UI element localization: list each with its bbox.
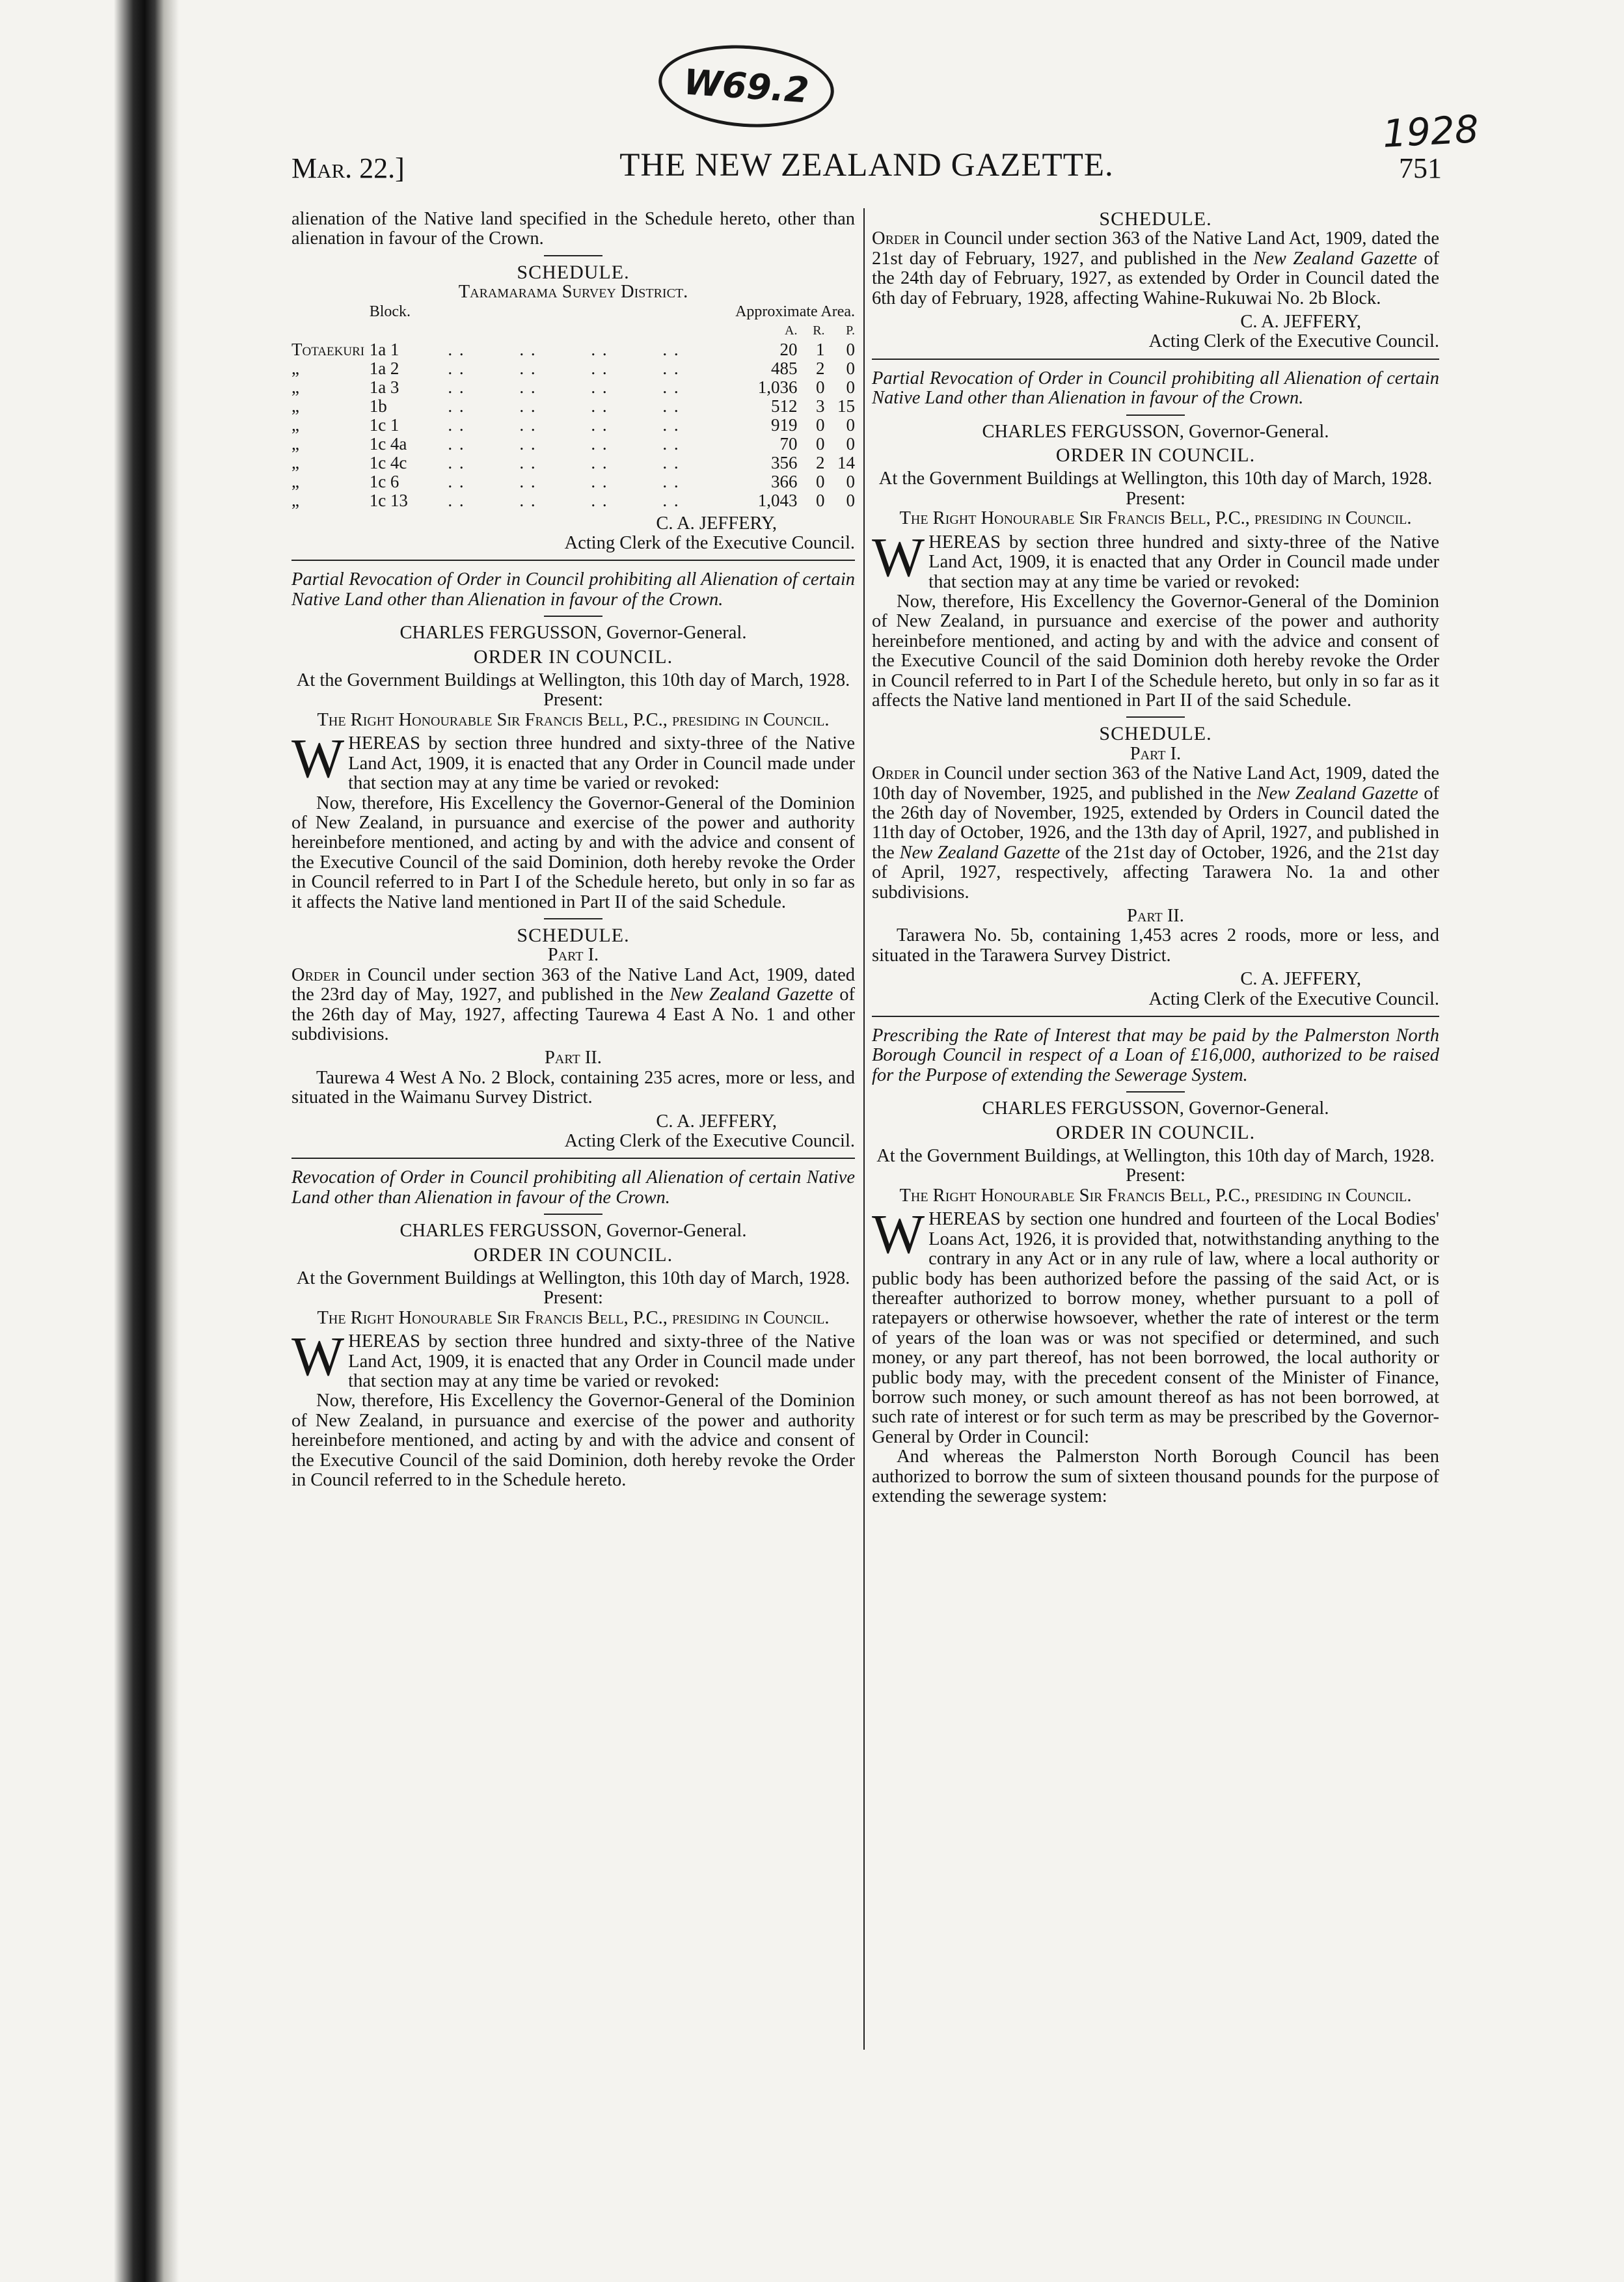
leader-dot-group: . . bbox=[448, 358, 465, 378]
unit-acres: A. bbox=[785, 323, 798, 338]
leader-dot-group: . . bbox=[591, 339, 608, 359]
leader-dots bbox=[422, 340, 734, 359]
order-place: At the Government Buildings at Wellington, this 10th day of March, 1928. bbox=[296, 1268, 850, 1289]
leader-dots bbox=[422, 454, 734, 472]
issue-date: Mar. 22.] bbox=[291, 152, 405, 184]
place-cell: „ bbox=[291, 433, 299, 454]
leader-dot-group: . . bbox=[519, 471, 537, 491]
roods-cell: 0 bbox=[816, 433, 825, 454]
whereas-second-paragraph: And whereas the Palmerston North Borough Council has been authorized to borrow the sum of sixteen thousand pounds for the purpose of extending the sewerage system: bbox=[872, 1447, 1439, 1506]
part-two-text: Tarawera No. 5b, containing 1,453 acres 2 roods, more or less, and situated in the Tarawera Survey District. bbox=[872, 925, 1439, 966]
order-caption: Partial Revocation of Order in Council prohibiting all Alienation of certain Native Land other than Alienation in favour of the Crown. bbox=[291, 569, 855, 610]
table-row bbox=[291, 472, 855, 491]
leader-dot-group: . . bbox=[519, 490, 537, 510]
block-cell: 1c 1 bbox=[369, 414, 399, 435]
leader-dot-group: . . bbox=[591, 358, 608, 378]
roods-cell: 0 bbox=[816, 490, 825, 510]
acres-cell: 919 bbox=[770, 414, 798, 435]
perches-cell: 0 bbox=[846, 339, 855, 359]
acres-cell: 70 bbox=[779, 433, 798, 454]
leader-dots bbox=[422, 491, 734, 510]
whereas-paragraph: WHEREAS by section three hundred and sixty-three of the Native Land Act, 1909, it is enacted that any Order in Council made under that section may at any time be varied or revoked: bbox=[291, 727, 855, 794]
place-cell: „ bbox=[291, 396, 299, 416]
leader-dot-group: . . bbox=[448, 490, 465, 510]
gazette-title: THE NEW ZEALAND GAZETTE. bbox=[619, 147, 1114, 183]
operative-paragraph: Now, therefore, His Excellency the Governor-General of the Dominion of New Zealand, in pursuance and exercise of the power and authority hereinbefore mentioned, and acting by and with the advice and consent of the Executive Council of the said Dominion doth hereby revoke the Order in Council referred to in Part I of the Schedule hereto, but only in so far as it affects the Native land mentioned in Part II of the said Schedule. bbox=[872, 591, 1439, 711]
perches-cell: 0 bbox=[846, 414, 855, 435]
schedule-heading: SCHEDULE. bbox=[517, 261, 630, 283]
operative-paragraph: Now, therefore, His Excellency the Governor-General of the Dominion of New Zealand, in pursuance and exercise of the power and authority hereinbefore mentioned, and acting by and with the advice and consent of the Executive Council of the said Dominion, doth hereby revoke the Order in Council referred to in the Schedule hereto. bbox=[291, 1391, 855, 1491]
table-row bbox=[291, 359, 855, 378]
part-two-heading: Part II. bbox=[545, 1048, 602, 1068]
leader-dot-group: . . bbox=[662, 471, 680, 491]
leader-dot-group: . . bbox=[662, 414, 680, 435]
block-cell: 1b bbox=[369, 396, 387, 416]
signer-role: Acting Clerk of the Executive Council. bbox=[1148, 988, 1439, 1009]
roods-cell: 3 bbox=[816, 396, 825, 416]
acres-cell: 366 bbox=[770, 471, 798, 491]
leader-dot-group: . . bbox=[591, 471, 608, 491]
perches-cell: 0 bbox=[846, 358, 855, 378]
leader-dot-group: . . bbox=[448, 471, 465, 491]
leader-dot-group: . . bbox=[448, 433, 465, 454]
leader-dot-group: . . bbox=[591, 433, 608, 454]
leader-dot-group: . . bbox=[519, 358, 537, 378]
schedule-text: Order in Council under section 363 of the Native Land Act, 1909, dated the 21st day of February, 1927, and published in the New Zealand Gazette of the 24th day of February, 1927, as extended by Order in Council dated the 6th day of February, 1928, affecting Wahine-Rukuwai No. 2b Block. bbox=[872, 228, 1439, 308]
part-one-text: Order in Council under section 363 of the Native Land Act, 1909, dated the 23rd day of May, 1927, and published in the New Zealand Gazette of the 26th day of May, 1927, affecting Taurewa 4 East A No. 1 and other subdivisions. bbox=[291, 964, 855, 1044]
place-cell: „ bbox=[291, 358, 299, 378]
part-one-heading: Part I. bbox=[547, 945, 599, 966]
drop-cap: W bbox=[291, 1325, 345, 1388]
perches-cell: 0 bbox=[846, 490, 855, 510]
order-partial-revocation-taurewa bbox=[291, 570, 855, 1151]
acres-cell: 1,043 bbox=[757, 490, 798, 510]
schedule-heading: SCHEDULE. bbox=[517, 924, 630, 946]
part-one-text: Order in Council under section 363 of the Native Land Act, 1909, dated the 10th day of November, 1925, and published in the New Zealand Gazette of the 26th day of November, 1925, extended by Orders in Council dated the 11th day of October, 1926, and the 13th day of April, 1927, and published in the New Zealand Gazette of the 21st day of October, 1926, and the 21st day of April, 1927, respectively, affecting Tarawera No. 1a and other subdivisions. bbox=[872, 763, 1440, 903]
drop-cap: W bbox=[872, 525, 925, 588]
left-column bbox=[291, 210, 855, 1491]
schedule-heading: SCHEDULE. bbox=[1099, 723, 1212, 745]
place-cell: „ bbox=[291, 452, 299, 472]
order-heading: ORDER IN COUNCIL. bbox=[473, 1243, 673, 1266]
signer-name: C. A. JEFFERY, bbox=[656, 513, 777, 534]
table-row bbox=[291, 454, 855, 472]
table-row bbox=[291, 416, 855, 435]
order-caption: Partial Revocation of Order in Council prohibiting all Alienation of certain Native Land other than Alienation in favour of the Crown. bbox=[872, 368, 1439, 409]
gazette-header bbox=[291, 146, 1442, 192]
leader-dot-group: . . bbox=[662, 396, 680, 416]
leader-dot-group: . . bbox=[662, 377, 680, 397]
roods-cell: 0 bbox=[816, 471, 825, 491]
governor-line: CHARLES FERGUSSON, Governor-General. bbox=[399, 1221, 747, 1242]
order-heading: ORDER IN COUNCIL. bbox=[1055, 1121, 1256, 1143]
table-row bbox=[291, 435, 855, 454]
leader-dot-group: . . bbox=[591, 377, 608, 397]
block-rows bbox=[291, 340, 855, 510]
present-label: Present: bbox=[543, 690, 603, 711]
order-heading: ORDER IN COUNCIL. bbox=[1055, 444, 1256, 467]
signer-role: Acting Clerk of the Executive Council. bbox=[564, 533, 855, 554]
governor-line: CHARLES FERGUSSON, Governor-General. bbox=[399, 623, 747, 644]
whereas-paragraph: WHEREAS by section one hundred and fourteen of the Local Bodies' Loans Act, 1926, it is provided that, notwithstanding anything to the contrary in any Act or in any rule of law, where a local authority or public body has been authorized before the passing of the said Act, or is thereafter authorized to borrow money, whether pursuant to a poll of ratepayers or otherwise howsoever, whether the rate of interest or the term of years of the loan was or was not specified or determined, and such money, or any part thereof, has not been borrowed, the local authority or public body may, with the precedent consent of the Minister of Finance, borrow such money, or such amount thereof as has not been borrowed, at such rate of interest or for such term as may be prescribed by the Governor-General by Order in Council: bbox=[872, 1202, 1439, 1447]
handwritten-year-note: 1928 bbox=[1381, 107, 1480, 156]
roods-cell: 1 bbox=[816, 339, 825, 359]
roods-cell: 0 bbox=[816, 377, 825, 397]
schedule-totaekuri bbox=[291, 263, 855, 554]
leader-dot-group: . . bbox=[448, 452, 465, 472]
leader-dots bbox=[422, 435, 734, 454]
order-caption: Revocation of Order in Council prohibiting all Alienation of certain Native Land other than Alienation in favour of the Crown. bbox=[291, 1167, 855, 1208]
block-cell: 1a 1 bbox=[369, 339, 399, 359]
place-cell: Totaekuri bbox=[291, 339, 365, 359]
part-two-text: Taurewa 4 West A No. 2 Block, containing 235 acres, more or less, and situated in the Waimanu Survey District. bbox=[291, 1067, 855, 1108]
leader-dot-group: . . bbox=[591, 452, 608, 472]
order-interest-rate-palmerston bbox=[872, 1026, 1439, 1506]
section-rule bbox=[872, 1016, 1439, 1017]
perches-cell: 14 bbox=[837, 452, 855, 472]
order-partial-revocation-tarawera bbox=[872, 369, 1439, 1009]
leader-dot-group: . . bbox=[519, 414, 537, 435]
right-column bbox=[872, 210, 1439, 1506]
section-rule bbox=[291, 560, 855, 561]
page-binding-edge bbox=[0, 0, 189, 2282]
block-cell: 1a 3 bbox=[369, 377, 399, 397]
order-revocation bbox=[291, 1168, 855, 1490]
operative-paragraph: Now, therefore, His Excellency the Governor-General of the Dominion of New Zealand, in pursuance and exercise of the power and authority hereinbefore mentioned, and acting by and with the advice and consent of the Executive Council of the said Dominion, doth hereby revoke the Order in Council referred to in Part I of the Schedule hereto, but only in so far as it affects the Native land mentioned in Part II of the said Schedule. bbox=[291, 793, 855, 912]
schedule-heading: SCHEDULE. bbox=[1099, 208, 1212, 230]
whereas-paragraph: WHEREAS by section three hundred and sixty-three of the Native Land Act, 1909, it is enacted that any Order in Council made under that section may at any time be varied or revoked: bbox=[291, 1325, 855, 1392]
place-cell: „ bbox=[291, 490, 299, 510]
separator bbox=[1126, 414, 1185, 416]
schedule-wahine-rukuwai bbox=[872, 210, 1439, 352]
leader-dot-group: . . bbox=[519, 396, 537, 416]
roods-cell: 2 bbox=[816, 358, 825, 378]
block-area-table bbox=[291, 303, 855, 510]
leader-dots bbox=[422, 378, 734, 397]
signer-role: Acting Clerk of the Executive Council. bbox=[564, 1131, 855, 1151]
leader-dot-group: . . bbox=[519, 377, 537, 397]
units-row bbox=[291, 321, 855, 340]
presiding-line: The Right Honourable Sir Francis Bell, P.C., presiding in Council. bbox=[317, 709, 830, 730]
acres-cell: 485 bbox=[770, 358, 798, 378]
unit-roods: R. bbox=[813, 323, 825, 338]
presiding-line: The Right Honourable Sir Francis Bell, P.C., presiding in Council. bbox=[899, 508, 1412, 529]
unit-perches: P. bbox=[846, 323, 855, 338]
drop-cap: W bbox=[291, 727, 345, 790]
col-block: Block. bbox=[369, 303, 411, 320]
presiding-line: The Right Honourable Sir Francis Bell, P.C., presiding in Council. bbox=[899, 1185, 1412, 1206]
leader-dots bbox=[422, 359, 734, 378]
leader-dot-group: . . bbox=[448, 377, 465, 397]
leader-dot-group: . . bbox=[662, 339, 680, 359]
present-label: Present: bbox=[1126, 1165, 1185, 1186]
leader-dot-group: . . bbox=[519, 452, 537, 472]
perches-cell: 15 bbox=[837, 396, 855, 416]
block-cell: 1c 4a bbox=[369, 433, 407, 454]
place-cell: „ bbox=[291, 414, 299, 435]
presiding-line: The Right Honourable Sir Francis Bell, P.C., presiding in Council. bbox=[317, 1307, 830, 1328]
roods-cell: 0 bbox=[816, 414, 825, 435]
perches-cell: 0 bbox=[846, 377, 855, 397]
part-one-heading: Part I. bbox=[1130, 743, 1182, 764]
page-number: 751 bbox=[1399, 152, 1442, 184]
order-place: At the Government Buildings, at Wellington, this 10th day of March, 1928. bbox=[876, 1146, 1435, 1167]
signer-name: C. A. JEFFERY, bbox=[1240, 969, 1361, 990]
leader-dot-group: . . bbox=[662, 452, 680, 472]
leader-dot-group: . . bbox=[519, 339, 537, 359]
place-cell: „ bbox=[291, 377, 299, 397]
table-header-row bbox=[291, 303, 855, 321]
leader-dot-group: . . bbox=[448, 339, 465, 359]
separator bbox=[544, 616, 602, 617]
leader-dots bbox=[422, 416, 734, 435]
whereas-paragraph: WHEREAS by section three hundred and sixty-three of the Native Land Act, 1909, it is enacted that any Order in Council made under that section may at any time be varied or revoked: bbox=[872, 525, 1439, 592]
signer-role: Acting Clerk of the Executive Council. bbox=[1148, 331, 1439, 352]
drop-cap: W bbox=[872, 1202, 925, 1266]
part-two-heading: Part II. bbox=[1127, 906, 1184, 926]
table-row bbox=[291, 397, 855, 416]
order-place: At the Government Buildings at Wellington, this 10th day of March, 1928. bbox=[878, 469, 1433, 489]
order-place: At the Government Buildings at Wellington, this 10th day of March, 1928. bbox=[296, 670, 850, 691]
signer-name: C. A. JEFFERY, bbox=[656, 1111, 777, 1132]
intro-continuation: alienation of the Native land specified in the Schedule hereto, other than alienation in favour of the Crown. bbox=[291, 209, 855, 249]
governor-line: CHARLES FERGUSSON, Governor-General. bbox=[982, 421, 1329, 442]
leader-dot-group: . . bbox=[662, 490, 680, 510]
leader-dot-group: . . bbox=[591, 414, 608, 435]
col-area: Approximate Area. bbox=[735, 303, 855, 320]
section-rule bbox=[872, 359, 1439, 360]
signer-name: C. A. JEFFERY, bbox=[1240, 312, 1361, 333]
leader-dots bbox=[422, 397, 734, 416]
leader-dot-group: . . bbox=[591, 490, 608, 510]
roods-cell: 2 bbox=[816, 452, 825, 472]
separator bbox=[544, 255, 602, 256]
present-label: Present: bbox=[1126, 488, 1185, 509]
block-cell: 1c 4c bbox=[369, 452, 407, 472]
order-caption: Prescribing the Rate of Interest that may be paid by the Palmerston North Borough Council in respect of a Loan of £16,000, authorized to be raised for the Purpose of extending the Sewerage System. bbox=[872, 1026, 1439, 1085]
perches-cell: 0 bbox=[846, 433, 855, 454]
acres-cell: 356 bbox=[770, 452, 798, 472]
block-cell: 1a 2 bbox=[369, 358, 399, 378]
leader-dots bbox=[422, 472, 734, 491]
table-row bbox=[291, 340, 855, 359]
handwritten-reference-stamp: W69.2 bbox=[656, 40, 837, 133]
acres-cell: 512 bbox=[770, 396, 798, 416]
acres-cell: 20 bbox=[779, 339, 798, 359]
leader-dot-group: . . bbox=[662, 358, 680, 378]
leader-dot-group: . . bbox=[448, 396, 465, 416]
block-cell: 1c 13 bbox=[369, 490, 408, 510]
leader-dot-group: . . bbox=[662, 433, 680, 454]
block-cell: 1c 6 bbox=[369, 471, 399, 491]
table-row bbox=[291, 491, 855, 510]
leader-dot-group: . . bbox=[591, 396, 608, 416]
order-heading: ORDER IN COUNCIL. bbox=[473, 645, 673, 668]
place-cell: „ bbox=[291, 471, 299, 491]
survey-district: Taramarama Survey District. bbox=[458, 282, 688, 303]
separator bbox=[1126, 1091, 1185, 1093]
leader-dot-group: . . bbox=[448, 414, 465, 435]
section-rule bbox=[291, 1158, 855, 1159]
governor-line: CHARLES FERGUSSON, Governor-General. bbox=[982, 1098, 1329, 1119]
present-label: Present: bbox=[543, 1288, 603, 1309]
leader-dot-group: . . bbox=[519, 433, 537, 454]
perches-cell: 0 bbox=[846, 471, 855, 491]
table-row bbox=[291, 378, 855, 397]
separator bbox=[544, 918, 602, 919]
column-divider bbox=[863, 208, 865, 2050]
separator bbox=[544, 1214, 602, 1215]
acres-cell: 1,036 bbox=[757, 377, 798, 397]
separator bbox=[1126, 716, 1185, 718]
